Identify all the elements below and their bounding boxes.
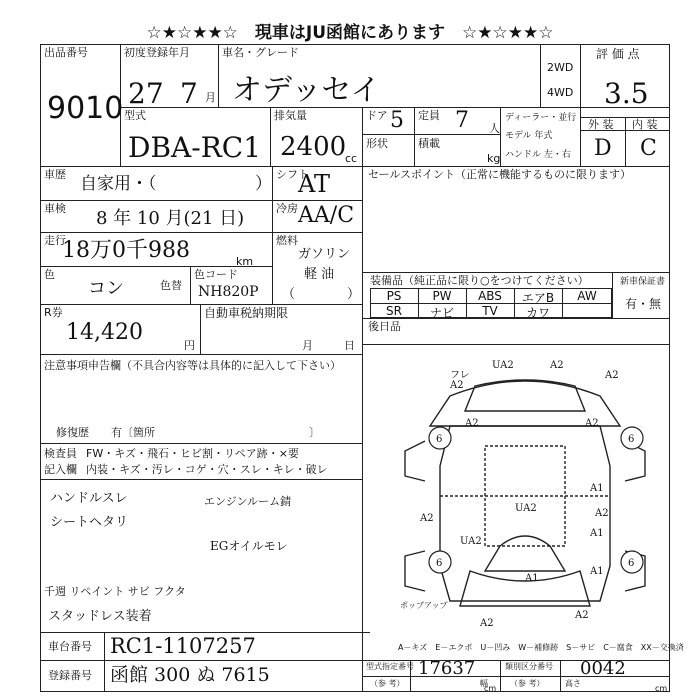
displacement-label: 排気量 [274, 109, 307, 122]
remark-line2: 内装・キズ・汚レ・コゲ・穴・スレ・キレ・破レ [86, 463, 328, 476]
mark-ua2-left: UA2 [460, 536, 482, 547]
inspector-label: 検査員 [44, 447, 77, 460]
type-no-label: 型式指定番号 [366, 662, 414, 671]
damage-legend: A－キズ E－エクボ U－凹み W－補修跡 S－サビ C－腐食 XX－交換済 [398, 643, 684, 652]
inspection-label: 車検 [44, 202, 66, 215]
tax-day-label: 日 [344, 339, 355, 352]
equip-airbag: エアB [521, 291, 555, 305]
equip-ps: PS [386, 289, 402, 303]
equip-tv: TV [482, 304, 498, 318]
history-value: 自家用・（ [80, 174, 157, 194]
mark-ua2-mid: UA2 [515, 503, 537, 514]
mark-a2-7: A2 [575, 610, 589, 621]
plate-label: 登録番号 [48, 669, 92, 682]
equip-leather: カワ [525, 306, 550, 320]
reg-month: 7 [180, 77, 198, 110]
interior-value: C [640, 136, 657, 161]
mark-a2-top: A2 [605, 370, 619, 381]
4wd-label: 4WD [547, 86, 574, 99]
mileage-label: 走行 [44, 234, 66, 247]
mark-a2-5: A2 [595, 508, 609, 519]
mark-a2-6: A2 [480, 618, 494, 629]
car-name-label: 車名・グレード [222, 46, 299, 59]
mark-a2-4: A2 [550, 360, 564, 371]
yen-label: 円 [184, 339, 195, 352]
score-value: 3.5 [604, 77, 649, 110]
aircon-value: AA/C [298, 203, 355, 228]
mark-a2-2: A2 [465, 418, 479, 429]
tire-rr-value: 6 [628, 558, 635, 569]
class-ref-label: （参 考） [510, 679, 545, 688]
warranty-value: 有・無 [625, 297, 662, 311]
shape-label: 形状 [366, 137, 388, 150]
cm-label-1: cm [484, 684, 497, 693]
model-value: DBA-RC1 [128, 131, 262, 164]
width-label: 幅 [480, 679, 488, 688]
class-no-label: 類別区分番号 [505, 662, 553, 671]
model-year-label: モデル 年式 [505, 131, 553, 141]
fuel-gasoline: ガソリン [298, 247, 351, 262]
color-label: 色 [44, 268, 55, 281]
mileage-value: 18万0千988 [62, 238, 190, 263]
kg-label: kg [487, 152, 501, 165]
km-label: km [236, 255, 254, 268]
dealer-label: ディーラー・並行 [505, 113, 577, 123]
remark-line1: FW・キズ・飛石・ヒビ割・リペア跡・×要 [86, 447, 299, 460]
note-5: 千週 リペイント サビ フクタ [44, 585, 186, 598]
rear-seat-label: 後日品 [368, 320, 401, 333]
sales-point-label: セールスポイント（正常に機能するものに限ります） [368, 168, 632, 181]
mark-a2-1: A2 [450, 380, 464, 391]
reg-month-unit: 月 [205, 91, 216, 104]
door-label: ドア [366, 109, 388, 122]
mark-a2-8: A2 [420, 513, 434, 524]
exterior-label: 外 装 [588, 118, 614, 131]
model-label: 型式 [124, 109, 146, 122]
aircon-label: 冷房 [276, 202, 298, 215]
tire-fr-value: 6 [628, 434, 635, 445]
height-label: 高さ [565, 679, 581, 688]
fuel-other: （ ） [282, 287, 361, 302]
mark-ua2-top: UA2 [492, 360, 514, 371]
recolor-label: 色替 [160, 279, 182, 292]
reg-year: 27 [128, 77, 164, 110]
color-code-value: NH820P [198, 284, 259, 300]
mark-a1-3: A1 [590, 566, 604, 577]
cc-label: cc [345, 152, 358, 165]
interior-label: 内 装 [632, 118, 658, 131]
shift-label: シフト [276, 168, 309, 181]
mark-a1-2: A1 [525, 573, 539, 584]
load-label: 積載 [418, 137, 440, 150]
recycle-value: 14,420 [66, 320, 143, 345]
note-6: スタッドレス装着 [48, 609, 152, 624]
mark-a1-1: A1 [590, 483, 604, 494]
tax-month-label: 月 [302, 339, 313, 352]
entry-label: 記入欄 [44, 463, 77, 476]
mark-a1-4: A1 [590, 528, 604, 539]
chassis-label: 車台番号 [48, 640, 92, 653]
equipment-label: 装備品（純正品に限り○をつけてください） [370, 274, 589, 287]
color-code-label: 色コード [194, 268, 238, 281]
person-label: 人 [489, 122, 500, 135]
equip-aw: AW [577, 289, 597, 303]
note-3: エンジンルーム錆 [204, 495, 292, 508]
note-1: ハンドルスレ [50, 491, 128, 506]
note-2: シートヘタリ [50, 515, 129, 530]
type-no-value: 17637 [418, 658, 476, 679]
mark-popup: ポップアップ [400, 601, 448, 610]
capacity-value: 7 [455, 108, 469, 133]
warranty-label: 新車保証書 [620, 277, 666, 287]
plate-value: 函館 300 ぬ 7615 [110, 664, 270, 686]
equip-abs: ABS [478, 289, 502, 303]
equip-sr: SR [386, 304, 402, 318]
lot-no: 9010 [47, 91, 124, 126]
equip-navi: ナビ [429, 306, 454, 320]
color-value: コン [88, 278, 124, 299]
cm-label-3: cm [655, 684, 668, 693]
grade-label: 評 価 点 [596, 47, 640, 61]
capacity-label: 定員 [418, 109, 440, 122]
car-name: オデッセイ [232, 73, 381, 108]
banner: ☆★☆★★☆ 現車はJU函館にあります ☆★☆★★☆ [146, 23, 554, 43]
handle-label: ハンドル 左・右 [505, 150, 571, 160]
door-value: 5 [390, 108, 404, 133]
shift-value: AT [298, 170, 331, 198]
history-label: 車歴 [44, 168, 66, 181]
first-reg-label: 初度登録年月 [124, 46, 190, 59]
history-close: ） [255, 174, 272, 194]
class-no-value: 0042 [580, 658, 626, 679]
fuel-diesel: 軽 油 [304, 267, 335, 282]
chassis-value: RC1-1107257 [110, 634, 256, 658]
displacement-value: 2400 [280, 132, 347, 162]
type-ref-label: （参 考） [370, 679, 405, 688]
exterior-value: D [594, 136, 612, 161]
mark-a2-3: A2 [585, 418, 599, 429]
note-4: EGオイルモレ [210, 539, 288, 553]
fuel-label: 燃料 [276, 234, 298, 247]
notes-label: 注意事項申告欄（不具合内容等は具体的に記入して下さい） [44, 359, 341, 372]
damage-diagram [380, 356, 670, 631]
inspection-value: 8 年 10 月(21 日) [96, 208, 245, 229]
lot-no-label: 出品番号 [44, 46, 88, 59]
repair-label: 修復歴 有〔箇所 〕 [56, 426, 320, 439]
2wd-label: 2WD [547, 61, 574, 74]
equip-pw: PW [432, 289, 452, 303]
tire-rl-value: 6 [436, 558, 443, 569]
tire-fl-value: 6 [436, 434, 443, 445]
mark-fure: フレ [450, 370, 470, 381]
recycle-label: R券 [44, 306, 63, 319]
tax-deadline-label: 自動車税納期限 [204, 306, 289, 320]
